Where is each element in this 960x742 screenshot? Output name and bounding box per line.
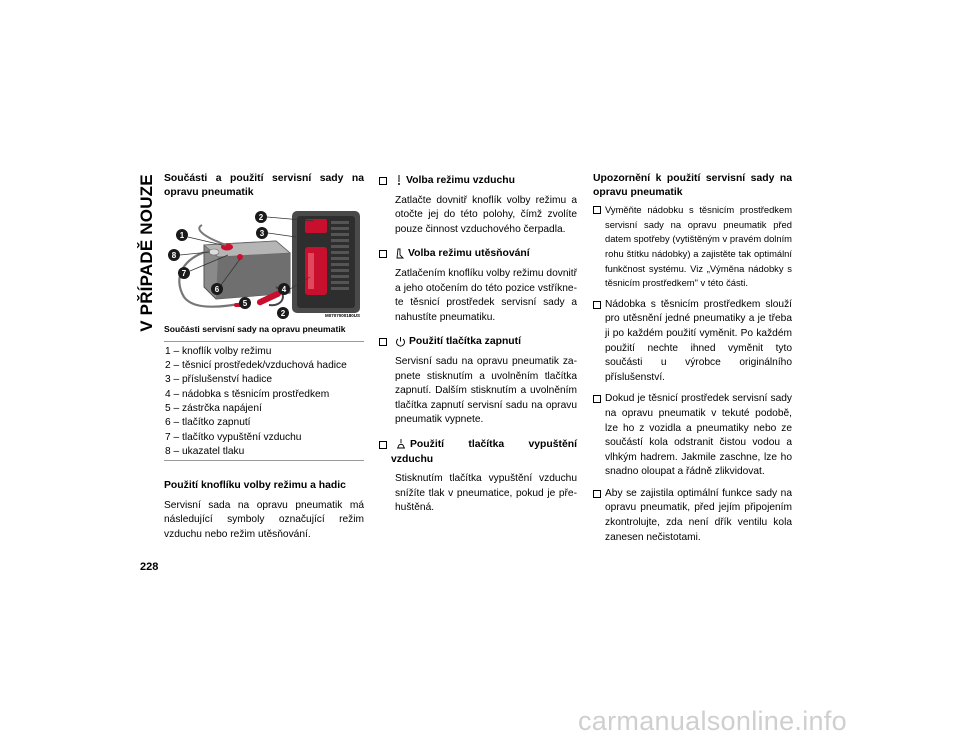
callout-2-bottom: 2 [280, 309, 286, 319]
chapter-side-tab [136, 172, 158, 334]
warning-text: Nádobka s těsnicím prostředkem slouží pro utěsnění jedné pneumatiky a je třeba ji po každém použití vyměnit. Po každém použití nechte ihned vyměnit tyto součásti u výrobce originálního příslušenství. [605, 298, 792, 383]
column-1 [164, 172, 364, 543]
warning-item [593, 203, 792, 291]
kit-figure [164, 207, 364, 319]
air-mode-text: Zatlačte dovnitř knoflík volby režimu a otočte jej do této polohy, čímž zvolíte pouze činnost vzduchového čerpadla. [395, 194, 577, 235]
warning-text: Vyměňte nádobku s těsnicím prostředkem servisní sady na opravu pneumatik před datem spotřeby (vytištěným v pravém dolním rohu štítku nádobky) a zajistěte tak optimální funkčnost systému. Viz „Výměna nádobky s těsnicím prostředkem" v této části. [605, 204, 792, 289]
figure-code: M0707000180US [324, 313, 360, 319]
power-icon [395, 336, 406, 347]
deflate-button-text: Stisknutím tlačítka vypuštění vzduchu snížíte tlak v pneumatice, pokud je pře-huštěná. [395, 473, 577, 514]
power-button-heading: Použití tlačítka zapnutí [409, 336, 521, 348]
watermark: carmanualsonline.info [578, 706, 847, 736]
mode-knob-heading: Použití knoflíku volby režimu a hadic [164, 480, 346, 492]
legend-item: 4 – nádobka s těsnicím prostředkem [165, 388, 330, 400]
deflate-button-item [379, 438, 577, 467]
figure-legend [164, 341, 364, 461]
bullet-square [379, 177, 387, 185]
legend-item: 8 – ukazatel tlaku [165, 445, 245, 457]
warnings-heading: Upozornění k použití servisní sady na opravu pneumatik [593, 173, 792, 198]
kit-components-heading: Součásti a použití servisní sady na opravu pneumatik [164, 173, 364, 198]
sealant-mode-icon [395, 248, 405, 260]
bullet-square [379, 338, 387, 346]
callout-3: 3 [259, 229, 265, 239]
tire-kit-illustration [164, 207, 364, 319]
column-3 [593, 172, 792, 545]
callout-4: 4 [281, 285, 287, 295]
bullet-square [379, 250, 387, 258]
power-button-item [379, 335, 577, 350]
chapter-title: V PŘÍPADĚ NOUZE [137, 174, 156, 332]
pressure-gauge [209, 249, 219, 255]
callout-7: 7 [181, 269, 187, 279]
sealant-mode-text: Zatlačením knoflíku volby režimu dovnitř a jeho otočením do této pozice vstříkne-te těsnicí prostředek servisní sady a nahustíte pneumatiku. [395, 267, 577, 323]
callout-6: 6 [214, 285, 220, 295]
sealant-mode-item [379, 247, 577, 262]
air-mode-item [379, 174, 577, 189]
warning-text: Dokud je těsnicí prostředek servisní sady na opravu pneumatik v tekuté podobě, lze ho z vozidla a pneumatiky nebo ze součástí kola odstranit čistou vodou a vlhkým hadrem. Jakmile zaschne, lze ho snadno oloupat a řádně zlikvidovat. [605, 393, 792, 478]
bullet-square [593, 206, 601, 214]
warning-item [593, 298, 792, 386]
bullet-square [593, 490, 601, 498]
warning-item [593, 487, 792, 545]
legend-item: 3 – příslušenství hadice [165, 374, 273, 386]
deflate-icon [395, 438, 407, 450]
callout-5: 5 [242, 299, 248, 309]
callout-2-top: 2 [258, 213, 264, 223]
power-button-text: Servisní sadu na opravu pneumatik za-pnete stisknutím a uvolněním tlačítka zapnutí. Dalším stisknutím a uvolněním tlačítka zapnutí servisní sadu na opravu pneumatik vypnete. [395, 355, 577, 426]
bullet-square [593, 301, 601, 309]
page-number: 228 [140, 561, 159, 573]
legend-item: 1 – knoflík volby režimu [165, 345, 272, 357]
warning-item [593, 392, 792, 480]
air-mode-heading: Volba režimu vzduchu [406, 175, 515, 186]
air-mode-icon [395, 174, 403, 186]
legend-item: 5 – zástrčka napájení [165, 402, 262, 414]
deflate-button-heading: Použití tlačítka vypuštění vzduchu [391, 438, 577, 465]
column-2 [379, 174, 577, 516]
legend-item: 6 – tlačítko zapnutí [165, 417, 251, 429]
bullet-square [379, 441, 387, 449]
sealant-mode-heading: Volba režimu utěsňování [408, 248, 530, 260]
mode-knob-text: Servisní sada na opravu pneumatik má následující symboly označující režim vzduchu nebo režim utěsňování. [164, 499, 364, 540]
legend-item: 7 – tlačítko vypuštění vzduchu [165, 431, 302, 443]
legend-item: 2 – těsnicí prostředek/vzduchová hadice [165, 360, 347, 372]
callout-8: 8 [171, 251, 177, 261]
bullet-square [593, 395, 601, 403]
callout-1: 1 [179, 231, 185, 241]
figure-caption: Součásti servisní sady na opravu pneumatik [164, 324, 346, 335]
warning-text: Aby se zajistila optimální funkce sady na opravu pneumatik, před jejím připojením zkontrolujte, zda není dřík ventilu kola zanesen nečistotami. [605, 487, 792, 543]
